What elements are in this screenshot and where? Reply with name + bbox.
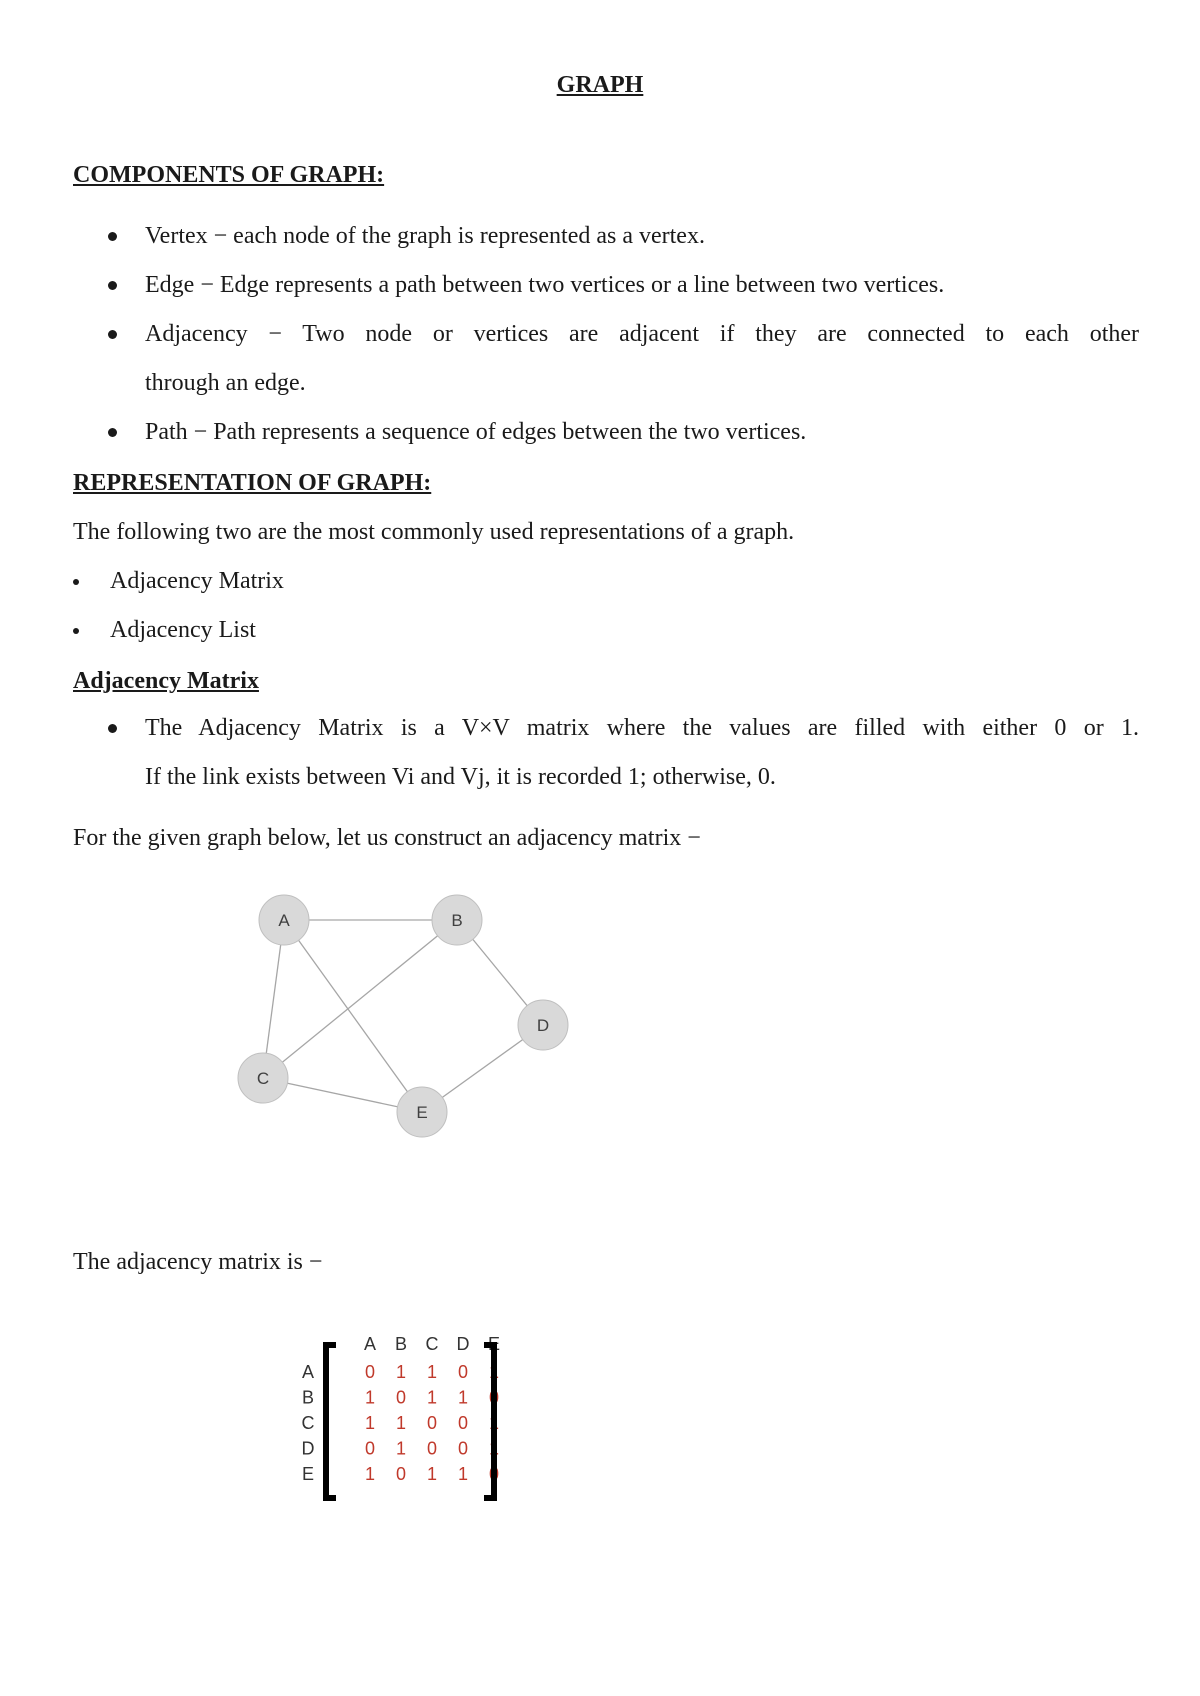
matrix-cell: 1 (364, 1413, 376, 1433)
matrix-cell: 1 (488, 1413, 500, 1433)
matrix-cell: 0 (488, 1464, 500, 1484)
adjacency-matrix-heading: Adjacency Matrix (73, 668, 259, 694)
graph-node-label: C (256, 1069, 270, 1088)
matrix-cell: 1 (395, 1362, 407, 1382)
matrix-col-label: D (456, 1334, 470, 1354)
matrix-row-label: A (301, 1362, 315, 1382)
matrix-row-label: E (301, 1464, 315, 1484)
matrix-cell: 0 (457, 1362, 469, 1382)
matrix-row-label: B (301, 1387, 315, 1408)
matrix-cell: 0 (364, 1362, 376, 1382)
matrix-row-label: C (301, 1413, 315, 1433)
matrix-left-bracket (326, 1345, 336, 1498)
matrix-cell: 0 (426, 1438, 438, 1459)
matrix-cell: 1 (426, 1464, 438, 1484)
bullet-icon (108, 724, 117, 733)
bullet-icon (108, 281, 117, 290)
matrix-cell: 1 (457, 1464, 469, 1484)
representation-heading: REPRESENTATION OF GRAPH: (73, 470, 432, 496)
document-page: GRAPH COMPONENTS OF GRAPH: Vertex − each node of the graph is represented as a vertex. Edge − Edge represents a path between two vertices or a line between two vertices. Adjacency − Two node or vertices are adjacent if they are connected to each other through an edge. Path − Path represents a sequence of edges between the two vertices. REPRESENTATION OF GRAPH: The following two are the most commonly used representations of a graph. Adjacency Matrix Adjacency List Adjacency Matrix The Adjacency Matrix is a V×V matrix where the values are filled with either 0 or 1. If the link exists between Vi and Vj, it is recorded 1; otherwise, 0. For the given graph below, let us construct an adjacency matrix − A B C D E The adjacency matrix is − A B C D E A B C D E 0 1 1 0 1 1 0 1 1 0 1 1 0 0 1 0 1 0 0 1 1 0 1 1 0 (0, 0, 1200, 1696)
bullet-icon (108, 330, 117, 339)
matrix-col-label: C (425, 1334, 439, 1354)
matrix-intro: The adjacency matrix is − (73, 1249, 323, 1275)
matrix-cell: 1 (426, 1362, 438, 1382)
matrix-cell: 1 (395, 1438, 407, 1459)
graph-diagram (220, 880, 600, 1160)
bullet-icon (108, 232, 117, 241)
matrix-cell: 1 (395, 1413, 407, 1433)
matrix-col-label: E (487, 1334, 501, 1354)
matrix-col-label: B (394, 1334, 408, 1354)
matrix-row-label: D (301, 1438, 315, 1459)
graph-node-label: B (451, 911, 463, 930)
page-title: GRAPH (556, 72, 644, 98)
graph-node-label: D (536, 1016, 550, 1035)
matrix-cell: 1 (426, 1387, 438, 1408)
bullet-icon (108, 428, 117, 437)
graph-edge-AE (284, 920, 422, 1112)
bullet-icon (73, 628, 79, 634)
matrix-cell: 0 (488, 1387, 500, 1408)
representation-intro: The following two are the most commonly used representations of a graph. (73, 519, 795, 545)
matrix-cell: 1 (488, 1362, 500, 1382)
matrix-cell: 0 (457, 1438, 469, 1459)
bullet-icon (73, 579, 79, 585)
matrix-col-label: A (363, 1334, 377, 1354)
matrix-cell: 1 (488, 1438, 500, 1459)
matrix-cell: 0 (364, 1438, 376, 1459)
matrix-cell: 0 (395, 1387, 407, 1408)
construct-text: For the given graph below, let us construct an adjacency matrix − (73, 825, 701, 851)
components-heading: COMPONENTS OF GRAPH: (73, 162, 385, 188)
graph-node-label: E (416, 1103, 428, 1122)
matrix-cell: 1 (457, 1387, 469, 1408)
graph-node-label: A (278, 911, 290, 930)
matrix-cell: 1 (364, 1464, 376, 1484)
matrix-cell: 1 (364, 1387, 376, 1408)
matrix-cell: 0 (426, 1413, 438, 1433)
adjacency-matrix (290, 1330, 550, 1520)
matrix-cell: 0 (395, 1464, 407, 1484)
matrix-cell: 0 (457, 1413, 469, 1433)
